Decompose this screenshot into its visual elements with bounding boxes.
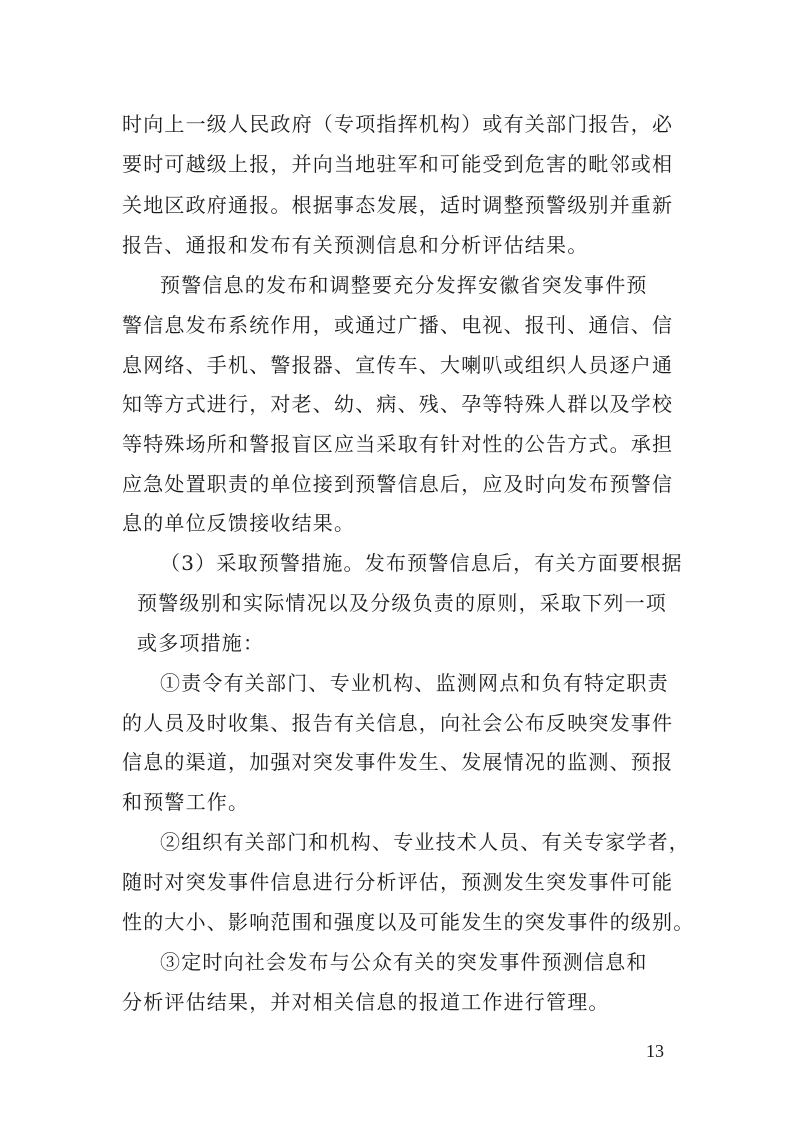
body-text-line: 或多项措施： bbox=[137, 631, 265, 655]
body-text-line: 警信息发布系统作用，或通过广播、电视、报刊、通信、信 bbox=[122, 313, 674, 337]
body-text-line: 随时对突发事件信息进行分析评估，预测发生突发事件可能 bbox=[122, 870, 674, 894]
body-text-line: 性的大小、影响范围和强度以及可能发生的突发事件的级别。 bbox=[122, 910, 695, 934]
body-text-line: 的人员及时收集、报告有关信息，向社会公布反映突发事件 bbox=[122, 711, 674, 735]
body-text-line: 等特殊场所和警报盲区应当采取有针对性的公告方式。承担 bbox=[122, 432, 674, 456]
paragraph-first-line: ①责令有关部门、专业机构、监测网点和负有特定职责 bbox=[160, 671, 669, 695]
body-text-line: 知等方式进行，对老、幼、病、残、孕等特殊人群以及学校 bbox=[122, 392, 674, 416]
body-text-line: 息网络、手机、警报器、宣传车、大喇叭或组织人员逐户通 bbox=[122, 353, 674, 377]
body-text-line: 关地区政府通报。根据事态发展，适时调整预警级别并重新 bbox=[122, 193, 674, 217]
page-number: 13 bbox=[646, 1041, 664, 1061]
body-text-line: 分析评估结果，并对相关信息的报道工作进行管理。 bbox=[122, 990, 610, 1014]
body-text-line: 预警级别和实际情况以及分级负责的原则，采取下列一项 bbox=[137, 591, 667, 615]
paragraph-first-line: ②组织有关部门和机构、专业技术人员、有关专家学者， bbox=[160, 830, 690, 854]
body-text-line: 要时可越级上报，并向当地驻军和可能受到危害的毗邻或相 bbox=[122, 152, 674, 176]
body-text-line: 时向上一级人民政府（专项指挥机构）或有关部门报告，必 bbox=[122, 112, 674, 136]
body-text-line: 息的单位反馈接收结果。 bbox=[122, 511, 356, 535]
paragraph-first-line: 预警信息的发布和调整要充分发挥安徽省突发事件预 bbox=[160, 273, 648, 297]
paragraph-first-line: （3）采取预警措施。发布预警信息后，有关方面要根据 bbox=[160, 551, 683, 575]
body-text-line: 和预警工作。 bbox=[122, 790, 250, 814]
body-text-line: 信息的渠道，加强对突发事件发生、发展情况的监测、预报 bbox=[122, 750, 674, 774]
body-text-line: 应急处置职责的单位接到预警信息后，应及时向发布预警信 bbox=[122, 472, 674, 496]
paragraph-first-line: ③定时向社会发布与公众有关的突发事件预测信息和 bbox=[160, 950, 648, 974]
body-text-line: 报告、通报和发布有关预测信息和分析评估结果。 bbox=[122, 233, 589, 257]
